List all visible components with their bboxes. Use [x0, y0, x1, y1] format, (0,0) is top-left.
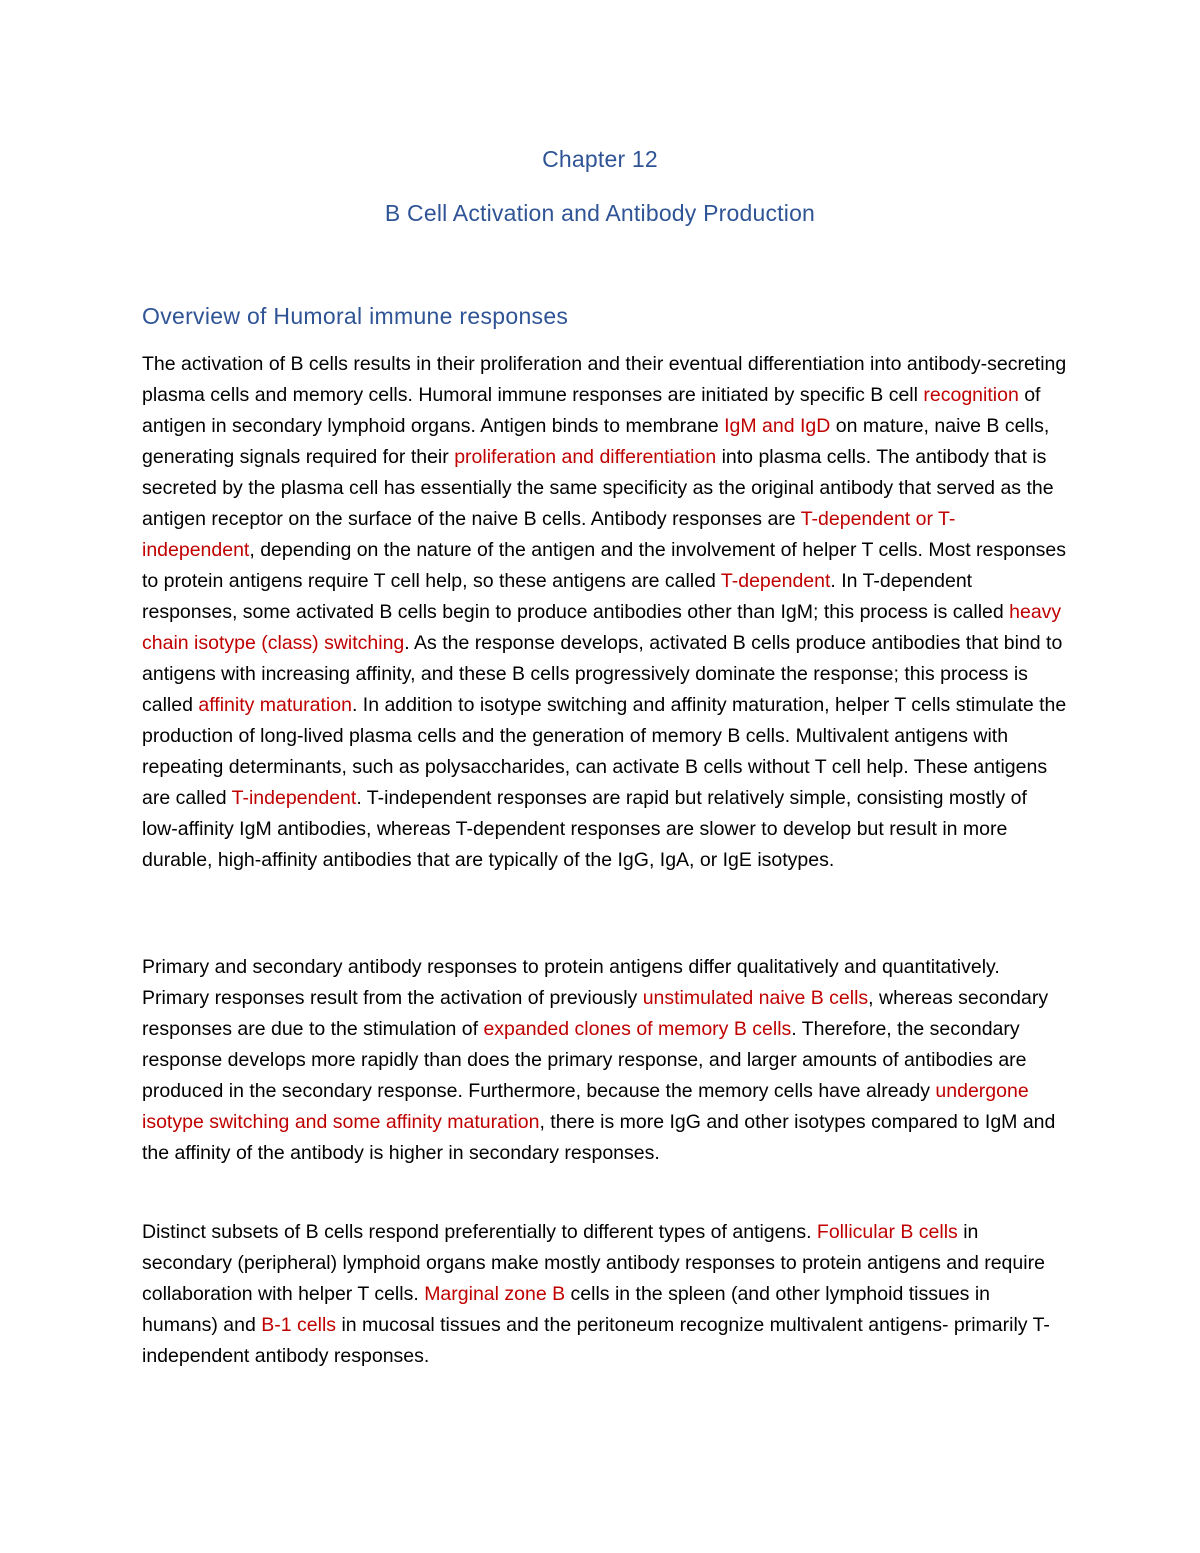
highlight-term: Marginal zone B: [424, 1283, 566, 1305]
highlight-term: expanded clones of memory B cells: [483, 1018, 792, 1040]
text-span: in mucosal tissues and the peritoneum recognize multivalent antigens- primarily T-independent antibody responses.: [142, 1314, 1050, 1367]
highlight-term: IgM and IgD: [724, 415, 831, 437]
text-span: Primary and secondary antibody responses to protein antigens differ qualitatively and quantitatively. Primary responses result from the activation of previously: [142, 956, 1000, 1009]
highlight-term: T-dependent: [720, 570, 831, 592]
text-span: . T-independent responses are rapid but relatively simple, consisting mostly of low-affinity IgM antibodies, whereas T-dependent responses are slower to develop but result in more durable, high-affinity antibodies that are typically of the IgG, IgA, or IgE isotypes.: [142, 787, 1027, 871]
text-span: . Therefore, the secondary response develops more rapidly than does the primary response, and larger amounts of antibodies are produced in the secondary response. Furthermore, because the memory cells have already: [142, 1018, 1027, 1102]
highlight-term: unstimulated naive B cells: [642, 987, 869, 1009]
chapter-title: B Cell Activation and Antibody Production: [384, 200, 816, 226]
paragraph-humoral-overview: [142, 349, 1067, 876]
highlight-term: recognition: [923, 384, 1019, 406]
text-span: of antigen in secondary lymphoid organs. Antigen binds to membrane: [142, 384, 1041, 437]
chapter-label: Chapter 12: [542, 146, 658, 172]
paragraph-primary-secondary: [142, 952, 1067, 1169]
highlight-term: undergone isotype switching and some affinity maturation: [142, 1080, 1029, 1133]
text-span: in secondary (peripheral) lymphoid organs make mostly antibody responses to protein antigens and require collaboration with helper T cells.: [142, 1221, 1045, 1305]
highlight-term: B-1 cells: [261, 1314, 337, 1336]
paragraph-b-cell-subsets: [142, 1217, 1067, 1372]
text-span: Distinct subsets of B cells respond preferentially to different types of antigens.: [142, 1221, 817, 1243]
text-span: into plasma cells. The antibody that is secreted by the plasma cell has essentially the same specificity as the original antibody that served as the antigen receptor on the surface of the naive B cells. Antibody responses are: [142, 446, 1054, 530]
text-span: cells in the spleen (and other lymphoid tissues in humans) and: [142, 1283, 991, 1336]
text-span: on mature, naive B cells, generating signals required for their: [142, 415, 1050, 468]
highlight-term: proliferation and differentiation: [454, 446, 717, 468]
highlight-term: affinity maturation: [198, 694, 352, 716]
highlight-term: T-independent: [231, 787, 357, 809]
text-span: The activation of B cells results in their proliferation and their eventual differentiation into antibody-secreting plasma cells and memory cells. Humoral immune responses are initiated by specific B cell: [142, 353, 1067, 406]
text-span: . In T-dependent responses, some activated B cells begin to produce antibodies other than IgM; this process is called: [142, 570, 1010, 623]
section-heading: Overview of Humoral immune responses: [142, 303, 569, 329]
text-span: , there is more IgG and other isotypes compared to IgM and the affinity of the antibody is higher in secondary responses.: [142, 1111, 1056, 1164]
highlight-term: T-dependent or T-independent: [142, 508, 956, 561]
text-span: . As the response develops, activated B cells produce antibodies that bind to antigens with increasing affinity, and these B cells progressively dominate the response; this process is called: [142, 632, 1063, 716]
highlight-term: heavy chain isotype (class) switching: [142, 601, 1062, 654]
highlight-term: Follicular B cells: [816, 1221, 958, 1243]
text-span: . In addition to isotype switching and affinity maturation, helper T cells stimulate the production of long-lived plasma cells and the generation of memory B cells. Multivalent antigens with repeating determinants, such as polysaccharides, can activate B cells without T cell help. These antigens are called: [142, 694, 1067, 809]
text-span: , depending on the nature of the antigen and the involvement of helper T cells. Most responses to protein antigens require T cell help, so these antigens are called: [142, 539, 1067, 592]
text-span: , whereas secondary responses are due to the stimulation of: [142, 987, 1049, 1040]
